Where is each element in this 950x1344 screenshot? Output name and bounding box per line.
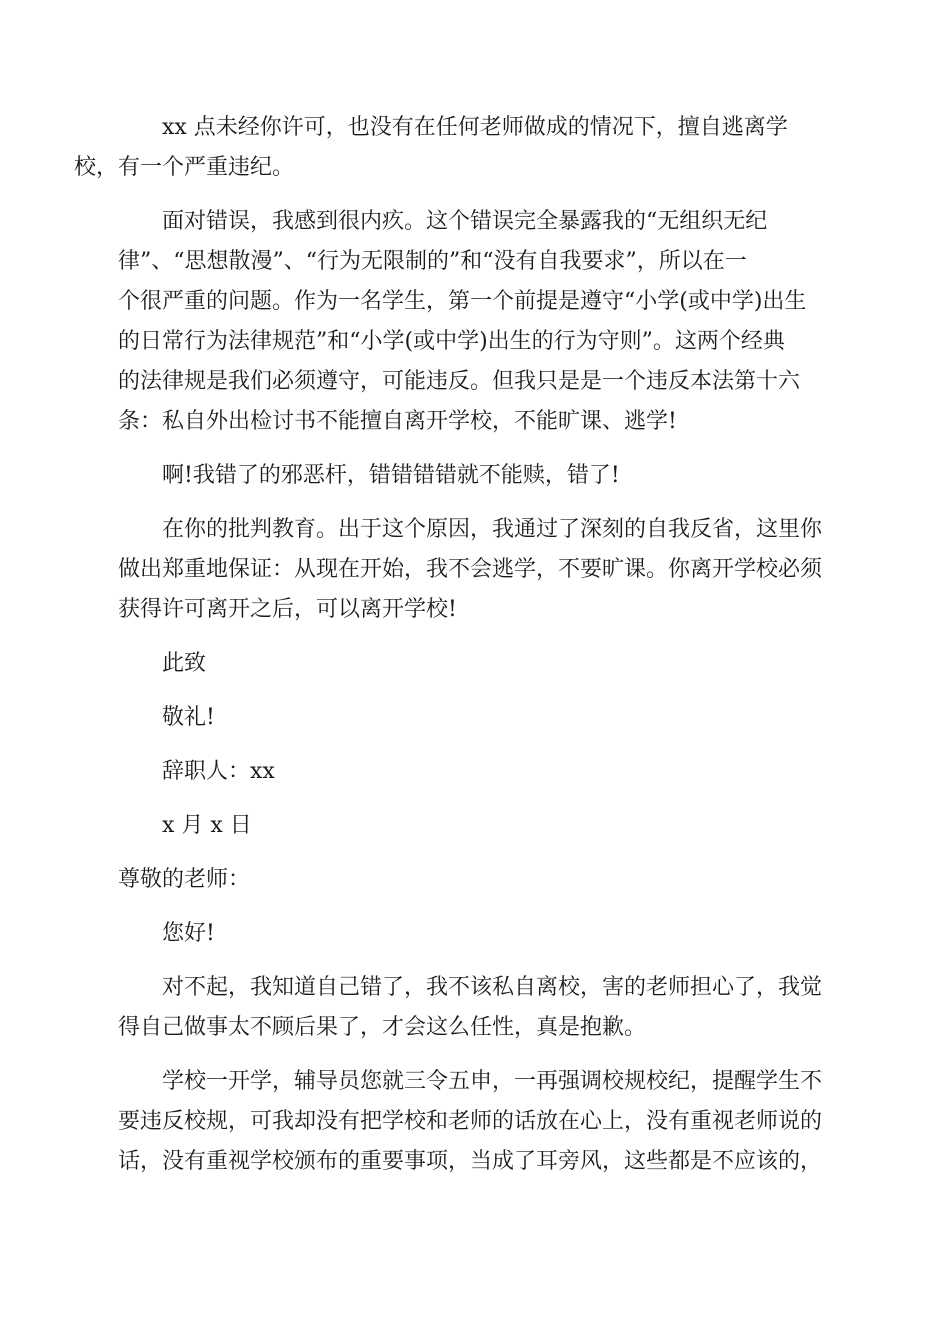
- text-line: 对不起，我知道自己错了，我不该私自离校，害的老师担心了，我觉: [162, 975, 823, 1000]
- text-line: 校，有一个严重违纪。: [74, 155, 295, 180]
- signer: 辞职人：xx: [162, 759, 275, 784]
- letter2-paragraph-2: [118, 1062, 834, 1182]
- text-line: xx 点未经你许可，也没有在任何老师做成的情况下，擅自逃离学: [162, 115, 788, 140]
- document-page: [74, 108, 834, 1182]
- text-line: 的法律规是我们必须遵守，可能违反。但我只是是一个违反本法第十六: [118, 369, 801, 394]
- letter1-paragraph-3: 啊!我错了的邪恶杆，错错错错就不能赎，错了!: [162, 463, 620, 488]
- text-line: 的日常行为法律规范”和“小学(或中学)出生的行为守则”。这两个经典: [118, 329, 785, 354]
- letter2-paragraph-1: [118, 968, 834, 1048]
- text-line: 要违反校规，可我却没有把学校和老师的话放在心上，没有重视老师说的: [118, 1109, 823, 1134]
- letter2-salutation: 尊敬的老师：: [118, 867, 251, 892]
- text-line: 得自己做事太不顾后果了，才会这么任性，真是抱歉。: [118, 1015, 647, 1040]
- text-line: 个很严重的问题。作为一名学生，第一个前提是遵守“小学(或中学)出生: [118, 289, 807, 314]
- letter1-paragraph-4: [118, 510, 834, 630]
- text-line: 面对错误，我感到很内疚。这个错误完全暴露我的“无组织无纪: [162, 209, 768, 234]
- closing-jing-li: 敬礼!: [162, 705, 215, 730]
- text-line: 获得许可离开之后，可以离开学校!: [118, 597, 457, 622]
- text-line: 学校一开学，辅导员您就三令五申，一再强调校规校纪，提醒学生不: [162, 1069, 823, 1094]
- text-line: 律”、“思想散漫”、“行为无限制的”和“没有自我要求”，所以在一: [118, 249, 747, 274]
- letter2-greeting: 您好!: [162, 921, 215, 946]
- date: x 月 x 日: [162, 813, 252, 838]
- text-line: 条：私自外出检讨书不能擅自离开学校，不能旷课、逃学!: [118, 409, 677, 434]
- closing-ci-zhi: 此致: [162, 651, 207, 676]
- text-line: 在你的批判教育。出于这个原因，我通过了深刻的自我反省，这里你: [162, 517, 823, 542]
- letter1-paragraph-1: [74, 108, 834, 188]
- text-line: 话，没有重视学校颁布的重要事项，当成了耳旁风，这些都是不应该的，: [118, 1149, 823, 1174]
- text-line: 做出郑重地保证：从现在开始，我不会逃学，不要旷课。你离开学校必须: [118, 557, 823, 582]
- letter1-paragraph-2: [118, 202, 834, 442]
